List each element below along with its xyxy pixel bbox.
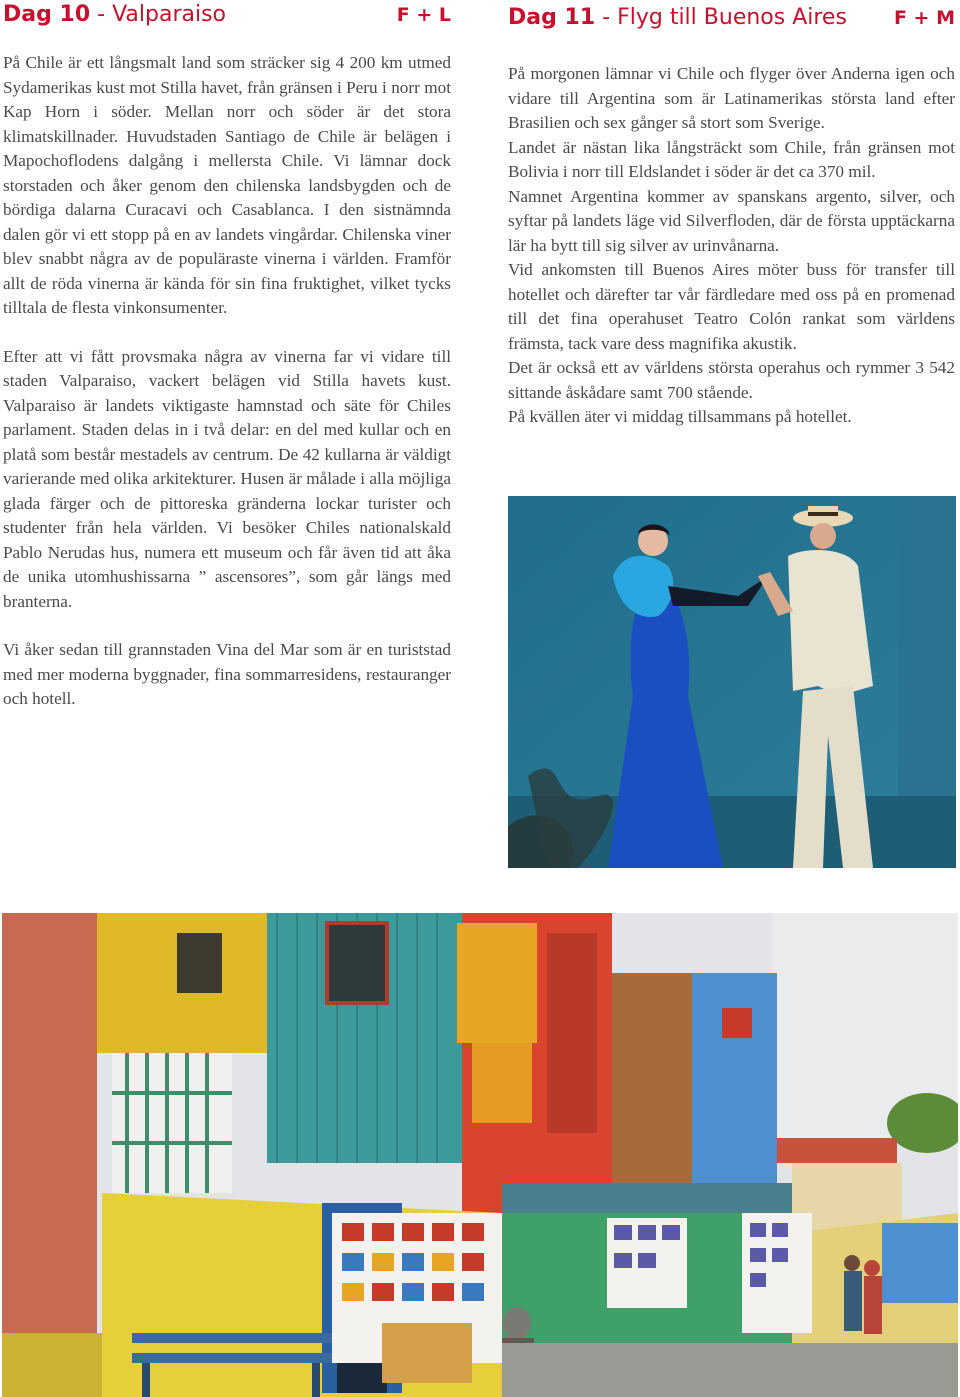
day11-paragraph-2: Landet är nästan lika långsträckt som Chile, från gränsen mot Bolivia i norr till Eldslandet i söder är det ca 370 mil. [508, 137, 955, 181]
day11-meals: F + M [893, 7, 955, 29]
day11-header [508, 5, 955, 33]
day10-meals: F + L [396, 4, 451, 26]
day10-paragraph-2: Efter att vi fått provsmaka några av vinerna far vi vidare till staden Valparaiso, vackert belägen vid Stilla havets kust. Valparaiso är landets viktigaste hamnstad och säte för Chiles parlament. Staden delas in i två delar: en del med kullar och en platå som består mestadels av centrum. De 42 kullarna är väldigt varierande med olika arkitekturer. Husen är målade i alla möjliga glada färger och de pittoreska gränderna lockar turister och studenter från hela världen. Vi besöker Chiles nationalskald Pablo Nerudas hus, numera ett museum och får även tid att åka de unika utomhushissarna ” ascensores”, som går längs med branterna. [3, 346, 451, 611]
day10-paragraph-3: Vi åker sedan till grannstaden Vina del Mar som är en turiststad med mer moderna byggnader, fina sommarresidens, restauranger och hotell. [3, 640, 451, 708]
day10-paragraph-1: På Chile är ett långsmalt land som sträcker sig 4 200 km utmed Sydamerikas kust mot Stilla havet, från gränsen i Peru i norr mot Kap Horn i söder. Mellan norr och söder är det stora klimatskillnader. Huvudstaden Santiago de Chile är belägen i Mapochoflodens dalgång i mellersta Chile. Vi lämnar dock storstaden och åker genom den chilenska landsbygden och de bördiga dalarna Curacavi och Casablanca. I den sistnämnda dalen gör vi ett stopp på en av landets vingårdar. Chilenska viner blev snabbt några av de populäraste vinerna i världen. Framför allt de röda vinerna är kända för sin fina fruktighet, vilket tycks tilltala de flesta vinkonsumenter. [3, 53, 451, 317]
day11-paragraph-6: På kvällen äter vi middag tillsammans på hotellet. [508, 407, 852, 426]
day11-paragraph-3: Namnet Argentina kommer av spanskans argento, silver, och syftar på landets läge vid Silverfloden, där de första upptäckarna lär ha bytt till sig silver av urinvånarna. [508, 186, 955, 255]
day10-place: Valparaiso [112, 2, 227, 27]
day10-title: Dag 10 - Valparaiso [3, 2, 227, 27]
la-boca-street-photo [2, 913, 958, 1397]
day11-paragraph-5: Det är också ett av världens största operahus och rymmer 3 542 sittande åskådare samt 700 stående. [508, 358, 955, 402]
day10-body [3, 51, 451, 712]
day11-paragraph-1: På morgonen lämnar vi Chile och flyger över Anderna igen och vidare till Argentina som är Latinamerikas största land efter Brasilien och sex gånger så stort som Sverige. [508, 64, 955, 132]
day10-header [3, 2, 451, 30]
day11-title: Dag 11 - Flyg till Buenos Aires [508, 5, 847, 30]
tango-dancers-photo [508, 496, 956, 868]
day11-paragraph-4: Vid ankomsten till Buenos Aires möter buss för transfer till hotellet och därefter tar vår färdledare med oss på en promenad till det fina operahuset Teatro Colón rankat som världens främsta, tack vare dess magnifika akustik. [508, 260, 955, 353]
day11-place: Flyg till Buenos Aires [617, 5, 847, 30]
day11-day-number: Dag 11 [508, 5, 596, 30]
day11-body [508, 62, 955, 430]
day10-day-number: Dag 10 [3, 2, 91, 27]
